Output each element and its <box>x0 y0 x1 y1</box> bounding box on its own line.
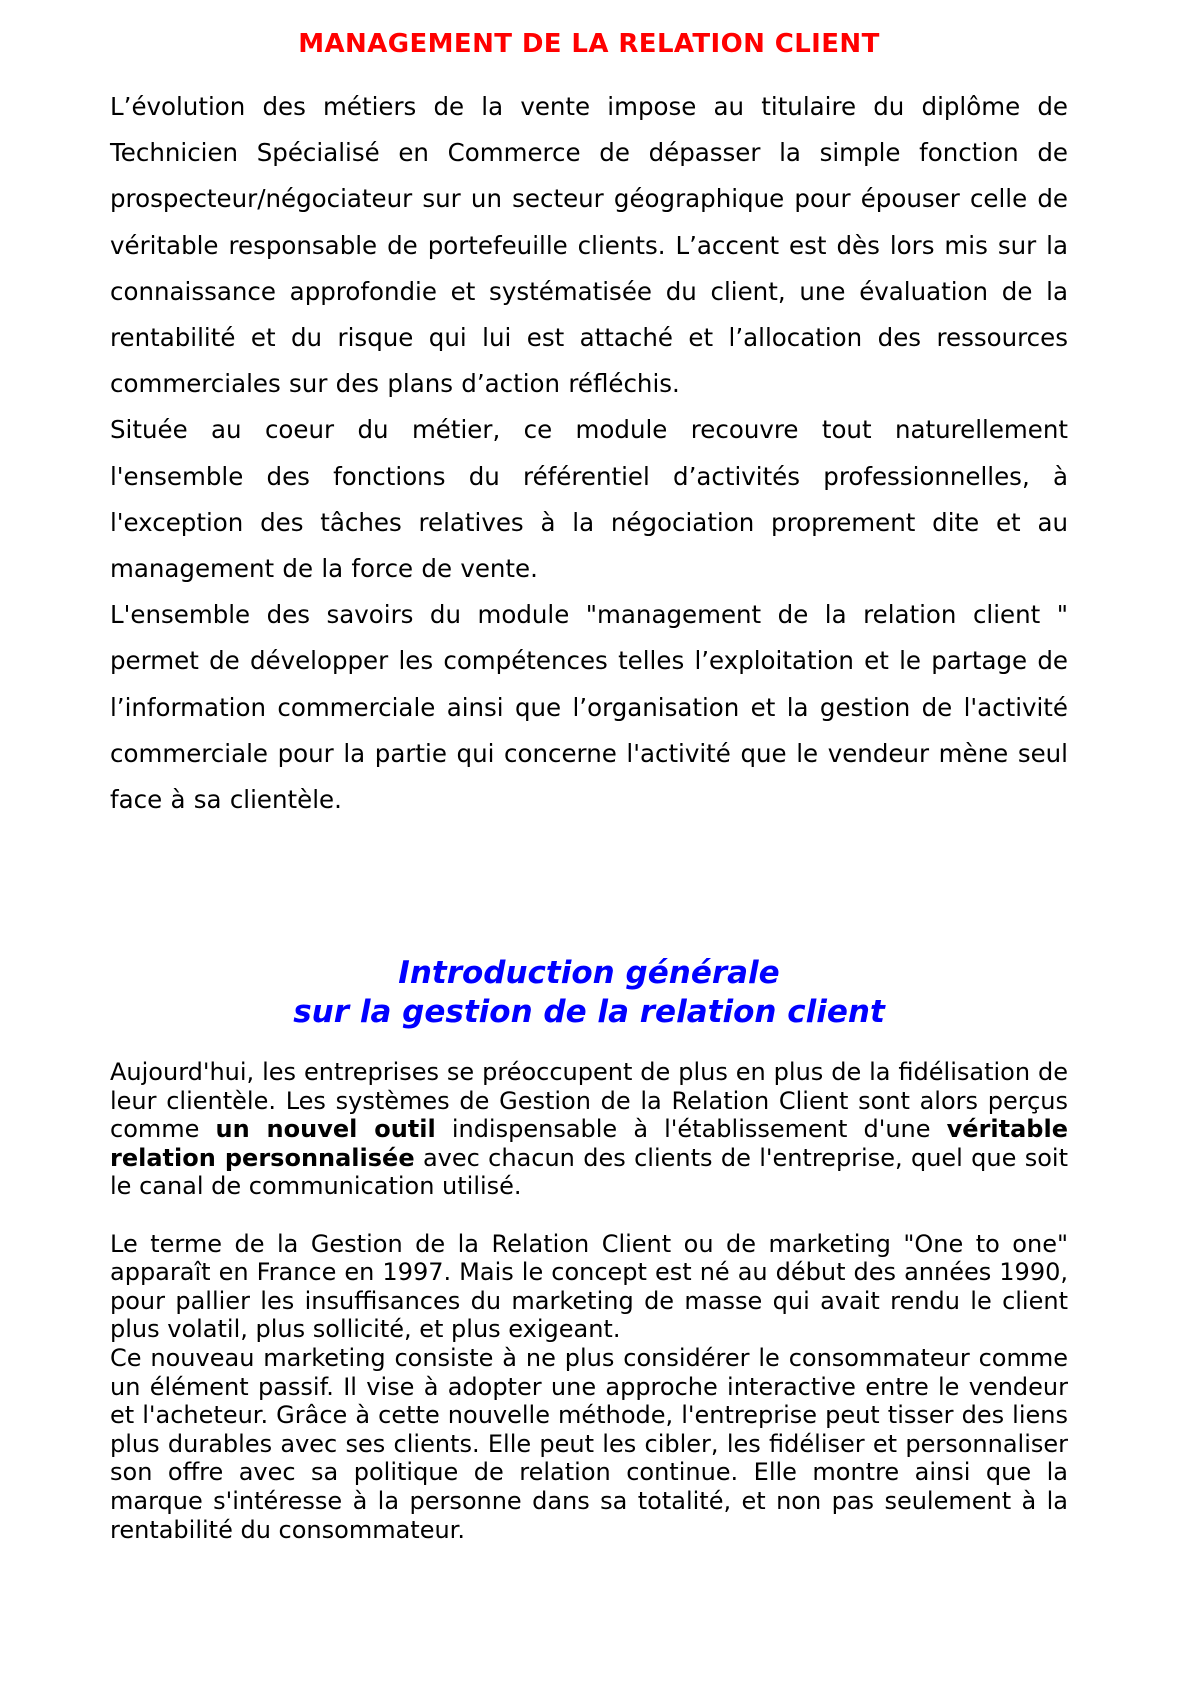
bold-phrase-personalized-relation: véritable relation personnalisée <box>110 1115 1068 1172</box>
paragraph-module-skills: L'ensemble des savoirs du module "management de la relation client " permet de développer les compétences telles l’exploitation et le partage de l’information commerciale ainsi que l’organisation et la gestion de l'activité commerciale pour la partie qui concerne l'activité que le vendeur mène seul face à sa clientèle. <box>110 600 1068 815</box>
introduction-heading-line2: sur la gestion de la relation client <box>293 994 885 1030</box>
paragraph-crm-history: Le terme de la Gestion de la Relation Client ou de marketing "One to one" apparaît en France en 1997. Mais le concept est né au début des années 1990, pour pallier les insuffisances du marketing de masse qui avait rendu le client plus volatil, plus sollicité, et plus exigeant. <box>110 1229 1068 1344</box>
introduction-body <box>110 1058 1068 1544</box>
paragraph-crm-today <box>110 1058 1068 1201</box>
paragraph-new-marketing: Ce nouveau marketing consiste à ne plus considérer le consommateur comme un élément passif. Il vise à adopter une approche interactive entre le vendeur et l'acheteur. Grâce à cette nouvelle méthode, l'entreprise peut tisser des liens plus durables avec ses clients. Elle peut les cibler, les fidéliser et personnaliser son offre avec sa politique de relation continue. Elle montre ainsi que la marque s'intéresse à la personne dans sa totalité, et non pas seulement à la rentabilité du consommateur. <box>110 1343 1068 1544</box>
document-title: MANAGEMENT DE LA RELATION CLIENT <box>298 29 880 59</box>
paragraph-evolution: L’évolution des métiers de la vente impose au titulaire du diplôme de Technicien Spécialisé en Commerce de dépasser la simple fonction de prospecteur/négociateur sur un secteur géographique pour épouser celle de véritable responsable de portefeuille clients. L’accent est dès lors mis sur la connaissance approfondie et systématisée du client, une évaluation de la rentabilité et du risque qui lui est attaché et l’allocation des ressources commerciales sur des plans d’action réfléchis. <box>110 92 1068 399</box>
paragraph-module-situation: Située au coeur du métier, ce module recouvre tout naturellement l'ensemble des fonctions du référentiel d’activités professionnelles, à l'exception des tâches relatives à la négociation proprement dite et au management de la force de vente. <box>110 415 1068 584</box>
introduction-heading-line1: Introduction générale <box>398 955 780 991</box>
text-segment: avec chacun des clients de l'entreprise, quel que soit le canal de communication utilisé. <box>110 1143 1069 1201</box>
text-segment: indispensable à l'établissement d'une <box>435 1115 947 1144</box>
module-description <box>110 84 1068 823</box>
bold-phrase-new-tool: un nouvel outil <box>215 1115 436 1144</box>
text-segment: Aujourd'hui, les entreprises se préoccupent de plus en plus de la fidélisation de leur clientèle. Les systèmes de Gestion de la Relation Client sont alors perçus comme <box>110 1058 1068 1144</box>
introduction-heading <box>110 954 1068 1032</box>
